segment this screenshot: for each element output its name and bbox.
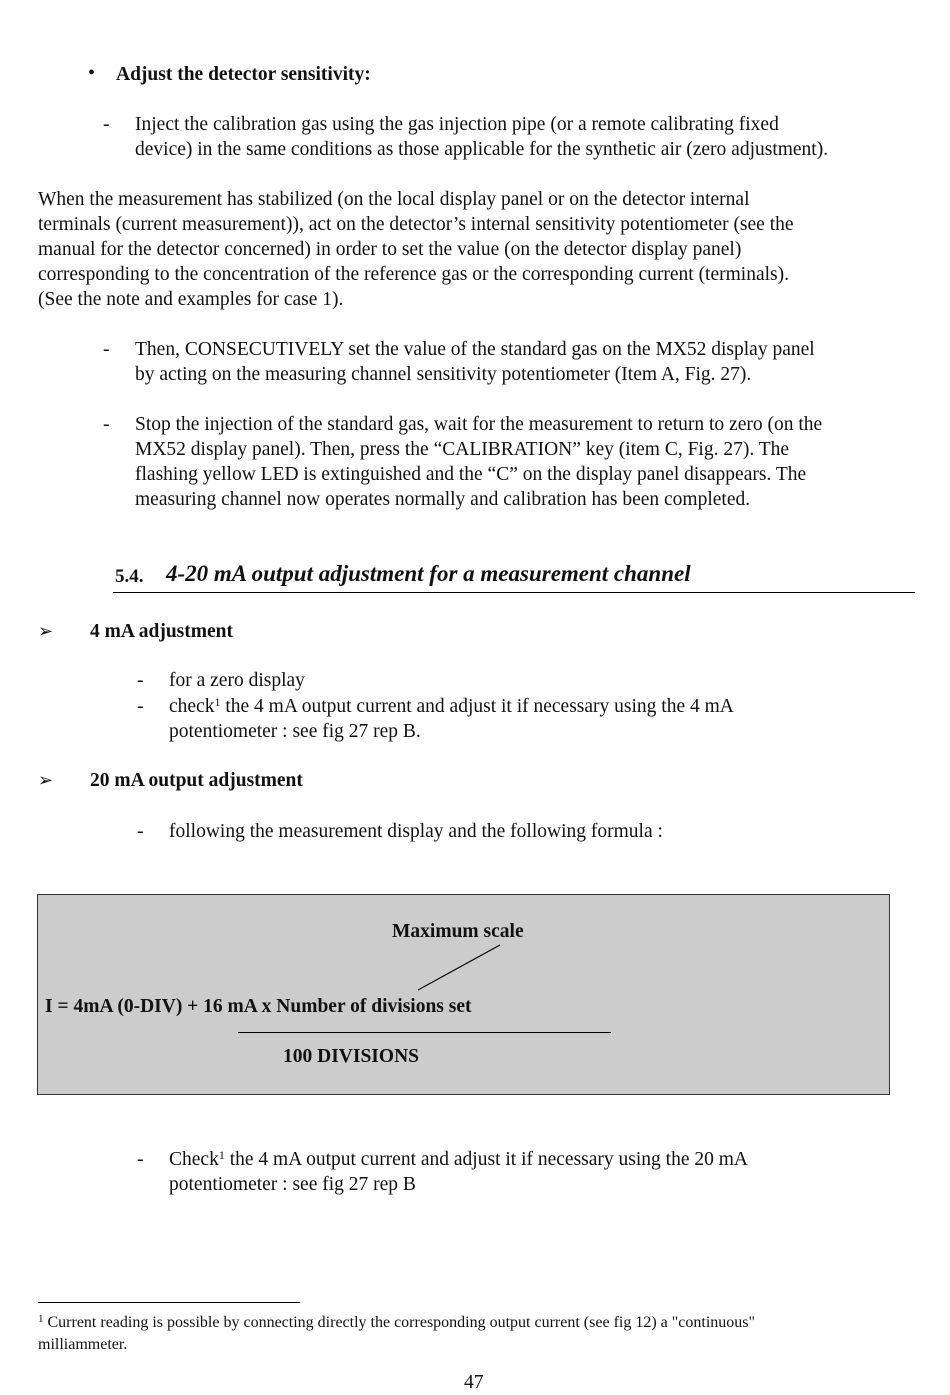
section-underline: [113, 592, 915, 593]
paragraph-line1: When the measurement has stabilized (on the local display panel or on the detector internal: [38, 189, 750, 210]
check20-word: Check: [169, 1149, 219, 1170]
step1-line2: device) in the same conditions as those applicable for the synthetic air (zero adjustment).: [135, 139, 829, 160]
bullet-heading: Adjust the detector sensitivity:: [116, 64, 371, 85]
adj4-item2-text: [169, 694, 909, 744]
paragraph-line4: corresponding to the concentration of the reference gas or the corresponding current (terminals).: [38, 264, 789, 285]
check20-text: [169, 1147, 909, 1197]
check20-line1: [169, 1147, 909, 1172]
check20-line2: potentiometer : see fig 27 rep B: [169, 1174, 416, 1195]
adj4-item2-line1: [169, 694, 909, 719]
adj4-heading: 4 mA adjustment: [90, 621, 234, 642]
step3-line2: MX52 display panel). Then, press the “CALIBRATION” key (item C, Fig. 27). The: [135, 439, 790, 460]
step1-dash: -: [103, 114, 110, 135]
step2-text: [135, 337, 925, 387]
adj20-item1-text: following the measurement display and the following formula :: [169, 821, 663, 842]
formula-max-scale: Maximum scale: [392, 921, 524, 942]
paragraph-line2: terminals (current measurement)), act on the detector’s internal sensitivity potentiometer (see the: [38, 214, 794, 235]
adj20-heading: 20 mA output adjustment: [90, 770, 303, 791]
step1-text: [135, 112, 925, 162]
formula-main: I = 4mA (0-DIV) + 16 mA x Number of divisions set: [45, 996, 472, 1017]
arrow-bullet-icon: ➢: [38, 770, 54, 790]
footnote-line2: milliammeter.: [38, 1336, 128, 1353]
step2-dash: -: [103, 339, 110, 360]
adj4-item2-rest: the 4 mA output current and adjust it if necessary using the 4 mA: [220, 696, 734, 717]
paragraph-line3: manual for the detector concerned) in order to set the value (on the detector display panel): [38, 239, 742, 260]
footnote-rule: [38, 1302, 300, 1303]
check20-dash: -: [137, 1149, 144, 1170]
step3-dash: -: [103, 414, 110, 435]
adj20-item1-dash: -: [137, 821, 144, 842]
arrow-bullet-icon: ➢: [38, 621, 54, 641]
footnote-ref: 1: [214, 695, 221, 709]
step2-line1: Then, CONSECUTIVELY set the value of the standard gas on the MX52 display panel: [135, 339, 815, 360]
formula-pointer-line: [410, 940, 510, 996]
step1-line1: Inject the calibration gas using the gas injection pipe (or a remote calibrating fixed: [135, 114, 779, 135]
step2-line2: by acting on the measuring channel sensitivity potentiometer (Item A, Fig. 27).: [135, 364, 752, 385]
footnote-marker: 1: [38, 1313, 44, 1325]
check20-rest: the 4 mA output current and adjust it if necessary using the 20 mA: [224, 1149, 748, 1170]
adj4-item1-text: for a zero display: [169, 670, 305, 691]
formula-fraction-line: [238, 1032, 611, 1033]
footnote-ref: 1: [218, 1148, 225, 1162]
step3-line3: flashing yellow LED is extinguished and the “C” on the display panel disappears. The: [135, 464, 807, 485]
step3-line4: measuring channel now operates normally and calibration has been completed.: [135, 489, 751, 510]
step3-text: [135, 412, 925, 512]
bullet-marker: •: [88, 62, 96, 84]
footnote-text: Current reading is possible by connecting directly the corresponding output current (see fig 12) a "continuous": [43, 1314, 756, 1331]
section-number: 5.4.: [115, 566, 144, 587]
adj4-item2-word: check: [169, 696, 215, 717]
page-number: 47: [464, 1372, 484, 1393]
adj4-item1-dash: -: [137, 670, 144, 691]
formula-denominator: 100 DIVISIONS: [283, 1046, 419, 1067]
body-paragraph: [38, 187, 928, 312]
adj4-item2-line2: potentiometer : see fig 27 rep B.: [169, 721, 421, 742]
paragraph-line5: (See the note and examples for case 1).: [38, 289, 344, 310]
section-title: 4-20 mA output adjustment for a measurement channel: [166, 561, 691, 586]
footnote-line1: [38, 1312, 898, 1334]
adj4-item2-dash: -: [137, 696, 144, 717]
footnote: [38, 1312, 898, 1356]
step3-line1: Stop the injection of the standard gas, wait for the measurement to return to zero (on the: [135, 414, 823, 435]
